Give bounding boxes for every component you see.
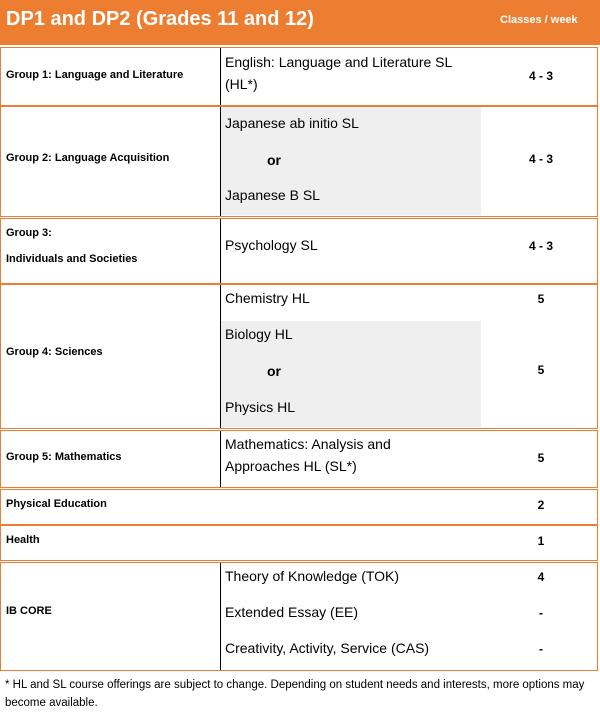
or-label: or — [267, 363, 281, 379]
column-divider — [220, 285, 221, 428]
subject-label: Japanese ab initio SL — [225, 115, 359, 131]
table-row-ib-core — [0, 562, 598, 671]
table-header — [0, 0, 600, 45]
column-divider — [220, 563, 221, 670]
subject-label: Extended Essay (EE) — [225, 604, 359, 620]
table-row-group-2 — [0, 106, 598, 217]
subject-label: Approaches HL (SL*) — [225, 458, 357, 474]
group-label: Individuals and Societies — [6, 253, 138, 265]
subject-label: (HL*) — [225, 76, 258, 92]
group-label: Group 1: Language and Literature — [6, 69, 184, 81]
footnote: * HL and SL course offerings are subject to change. Depending on student needs and interests, more options may become available. — [5, 679, 585, 709]
subject-label: Biology HL — [225, 326, 293, 342]
column-divider — [220, 219, 221, 283]
table-row-group-4 — [0, 284, 598, 429]
subject-label: Japanese B SL — [225, 187, 320, 203]
classes-value: 5 — [537, 292, 545, 306]
group-label: Group 2: Language Acquisition — [6, 152, 170, 164]
classes-value: - — [539, 642, 543, 656]
column-divider — [220, 48, 221, 105]
or-label: or — [267, 152, 281, 168]
group-label: Physical Education — [6, 498, 107, 510]
classes-value: 4 - 3 — [528, 152, 553, 166]
table-row-health — [0, 525, 598, 561]
group-label: Group 3: — [6, 227, 52, 239]
subject-label: Theory of Knowledge (TOK) — [225, 568, 400, 584]
classes-value: 4 — [537, 570, 545, 584]
group-label: IB CORE — [6, 605, 52, 617]
classes-per-week-header: Classes / week — [500, 14, 578, 26]
table-row-group-1 — [0, 47, 598, 106]
table-row-group-3 — [0, 218, 598, 284]
page-title: DP1 and DP2 (Grades 11 and 12) — [6, 8, 314, 30]
column-divider — [220, 431, 221, 487]
classes-value: 2 — [537, 498, 545, 512]
column-divider — [220, 107, 221, 216]
classes-value: 4 - 3 — [528, 239, 553, 253]
subject-label: English: Language and Literature SL — [225, 54, 453, 70]
table-row-group-5 — [0, 430, 598, 488]
classes-value: - — [539, 606, 543, 620]
subject-label: Chemistry HL — [225, 290, 310, 306]
subject-label: Physics HL — [225, 399, 296, 415]
classes-value: 1 — [537, 534, 545, 548]
subject-label: Creativity, Activity, Service (CAS) — [225, 640, 430, 656]
group-label: Health — [6, 534, 40, 546]
group-label: Group 4: Sciences — [6, 346, 103, 358]
classes-value: 4 - 3 — [528, 69, 553, 83]
table-row-pe — [0, 489, 598, 525]
classes-value: 5 — [537, 451, 545, 465]
subject-label: Mathematics: Analysis and — [225, 436, 391, 452]
classes-value: 5 — [537, 363, 545, 377]
group-label: Group 5: Mathematics — [6, 451, 122, 463]
subject-label: Psychology SL — [225, 237, 318, 253]
